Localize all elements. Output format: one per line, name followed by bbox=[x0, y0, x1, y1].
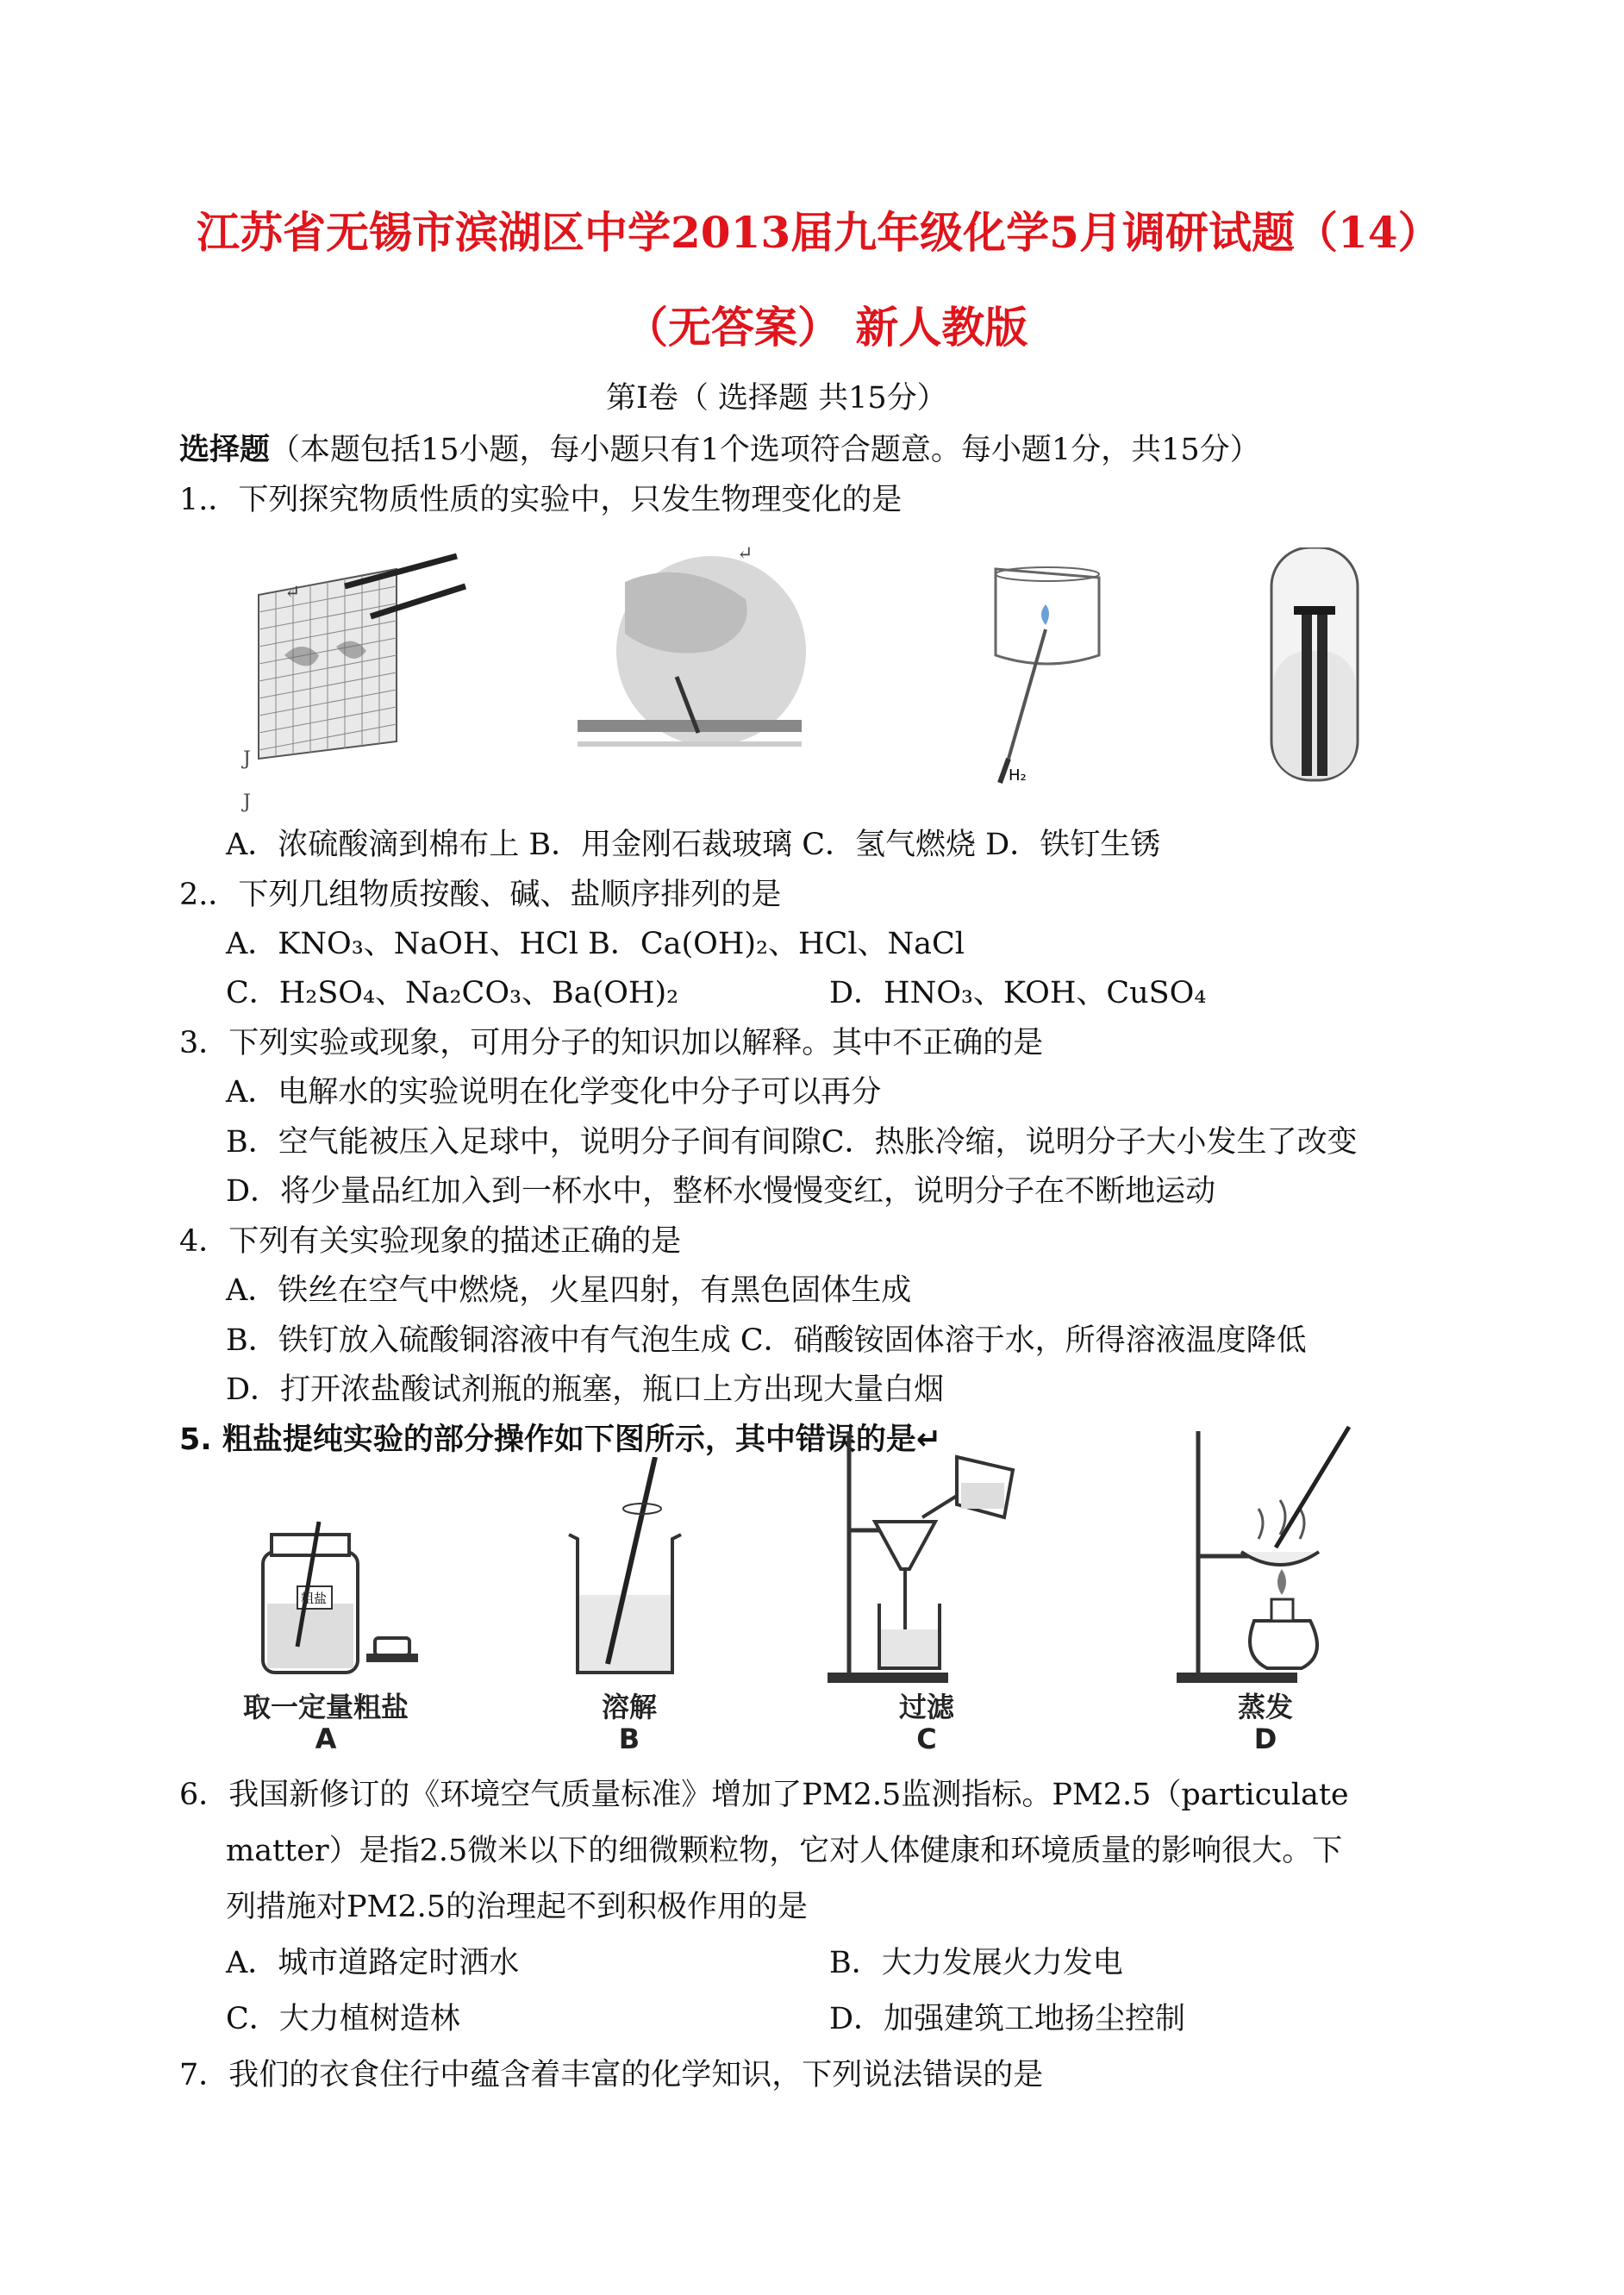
section-intro-text: （本题包括15小题，每小题只有1个选项符合题意。每小题1分，共15分） bbox=[270, 433, 1260, 467]
q5-letter-a: A bbox=[315, 1723, 337, 1755]
q5-figure-c-filter bbox=[828, 1423, 1043, 1685]
document-title-line1: 江苏省无锡市滨湖区中学2013届九年级化学5月调研试题（14） bbox=[197, 207, 1441, 258]
q5-stem: 5. 粗盐提纯实验的部分操作如下图所示，其中错误的是↵ bbox=[179, 1423, 942, 1457]
q6-stem-line3: 列措施对PM2.5的治理起不到积极作用的是 bbox=[226, 1890, 809, 1924]
q2-stem: 2.．下列几组物质按酸、碱、盐顺序排列的是 bbox=[179, 878, 782, 912]
q1-mark-2: J bbox=[243, 748, 251, 770]
q6-option-d: D．加强建筑工地扬尘控制 bbox=[829, 2002, 1186, 2036]
q2-option-d: D．HNO₃、KOH、CuSO₄ bbox=[829, 976, 1207, 1010]
q5-bottle-label: 粗盐 bbox=[301, 1591, 328, 1606]
q5-letter-c: C bbox=[916, 1723, 937, 1755]
section-intro-label: 选择题 bbox=[179, 432, 271, 467]
q5-caption-a: 取一定量粗盐 bbox=[242, 1691, 409, 1723]
q3-option-bc: B．空气能被压入足球中，说明分子间有间隙C．热胀冷缩，说明分子大小发生了改变 bbox=[226, 1125, 1358, 1160]
q4-option-a: A．铁丝在空气中燃烧，火星四射，有黑色固体生成 bbox=[226, 1273, 912, 1308]
section-heading: 第Ⅰ卷（ 选择题 共15分） bbox=[606, 381, 947, 416]
q3-option-a: A．电解水的实验说明在化学变化中分子可以再分 bbox=[226, 1075, 882, 1110]
q1-figure-c-hydrogen-burning bbox=[927, 543, 1134, 785]
q2-option-c: C．H₂SO₄、Na₂CO₃、Ba(OH)₂ bbox=[226, 976, 679, 1010]
q4-option-d: D．打开浓盐酸试剂瓶的瓶塞，瓶口上方出现大量白烟 bbox=[226, 1373, 945, 1407]
section-intro bbox=[179, 431, 1260, 469]
q1-fig-h2-label: H₂ bbox=[1009, 766, 1027, 785]
q1-mark-4: ↵ bbox=[737, 543, 753, 565]
q1-figure-b-diamond-glass bbox=[573, 547, 806, 759]
q4-option-bc: B．铁钉放入硫酸铜溶液中有气泡生成 C．硝酸铵固体溶于水，所得溶液温度降低 bbox=[226, 1323, 1307, 1358]
q5-caption-b: 溶解 bbox=[601, 1691, 657, 1723]
q1-mark-1: ↵ bbox=[284, 582, 301, 603]
q1-options: A．浓硫酸滴到棉布上 B．用金刚石裁玻璃 C．氢气燃烧 D．铁钉生锈 bbox=[226, 828, 1161, 862]
q2-row1: A．KNO₃、NaOH、HCl B．Ca(OH)₂、HCl、NaCl bbox=[226, 927, 965, 961]
q6-option-c: C．大力植树造林 bbox=[226, 2002, 460, 2036]
q6-stem-line2: matter）是指2.5微米以下的细微颗粒物，它对人体健康和环境质量的影响很大。下 bbox=[226, 1834, 1343, 1868]
q6-option-a: A．城市道路定时洒水 bbox=[226, 1946, 520, 1980]
q1-figure-a-cloth bbox=[241, 543, 474, 767]
q1-mark-3: J bbox=[243, 791, 251, 813]
document-title-line2: （无答案） 新人教版 bbox=[625, 302, 1028, 353]
q4-stem: 4．下列有关实验现象的描述正确的是 bbox=[179, 1224, 682, 1259]
q5-letter-d: D bbox=[1253, 1723, 1277, 1755]
q5-caption-c: 过滤 bbox=[898, 1691, 954, 1723]
q1-stem: 1.．下列探究物质性质的实验中，只发生物理变化的是 bbox=[179, 483, 903, 517]
q5-figure-d-evaporate bbox=[1172, 1423, 1371, 1685]
q5-figure-b-dissolve bbox=[560, 1457, 690, 1681]
q3-stem: 3．下列实验或现象，可用分子的知识加以解释。其中不正确的是 bbox=[179, 1026, 1044, 1060]
q6-stem-line1: 6．我国新修订的《环境空气质量标准》增加了PM2.5监测指标。PM2.5（particulate bbox=[179, 1778, 1349, 1812]
q5-letter-b: B bbox=[618, 1723, 640, 1755]
q5-figure-a-take-salt bbox=[246, 1517, 418, 1681]
q6-option-b: B．大力发展火力发电 bbox=[829, 1946, 1123, 1980]
q5-caption-d: 蒸发 bbox=[1237, 1691, 1293, 1723]
q3-option-d: D．将少量品红加入到一杯水中，整杯水慢慢变红，说明分子在不断地运动 bbox=[226, 1174, 1216, 1209]
q1-figure-d-nail-rusting bbox=[1263, 547, 1366, 785]
q7-stem: 7．我们的衣食住行中蕴含着丰富的化学知识，下列说法错误的是 bbox=[179, 2058, 1044, 2092]
